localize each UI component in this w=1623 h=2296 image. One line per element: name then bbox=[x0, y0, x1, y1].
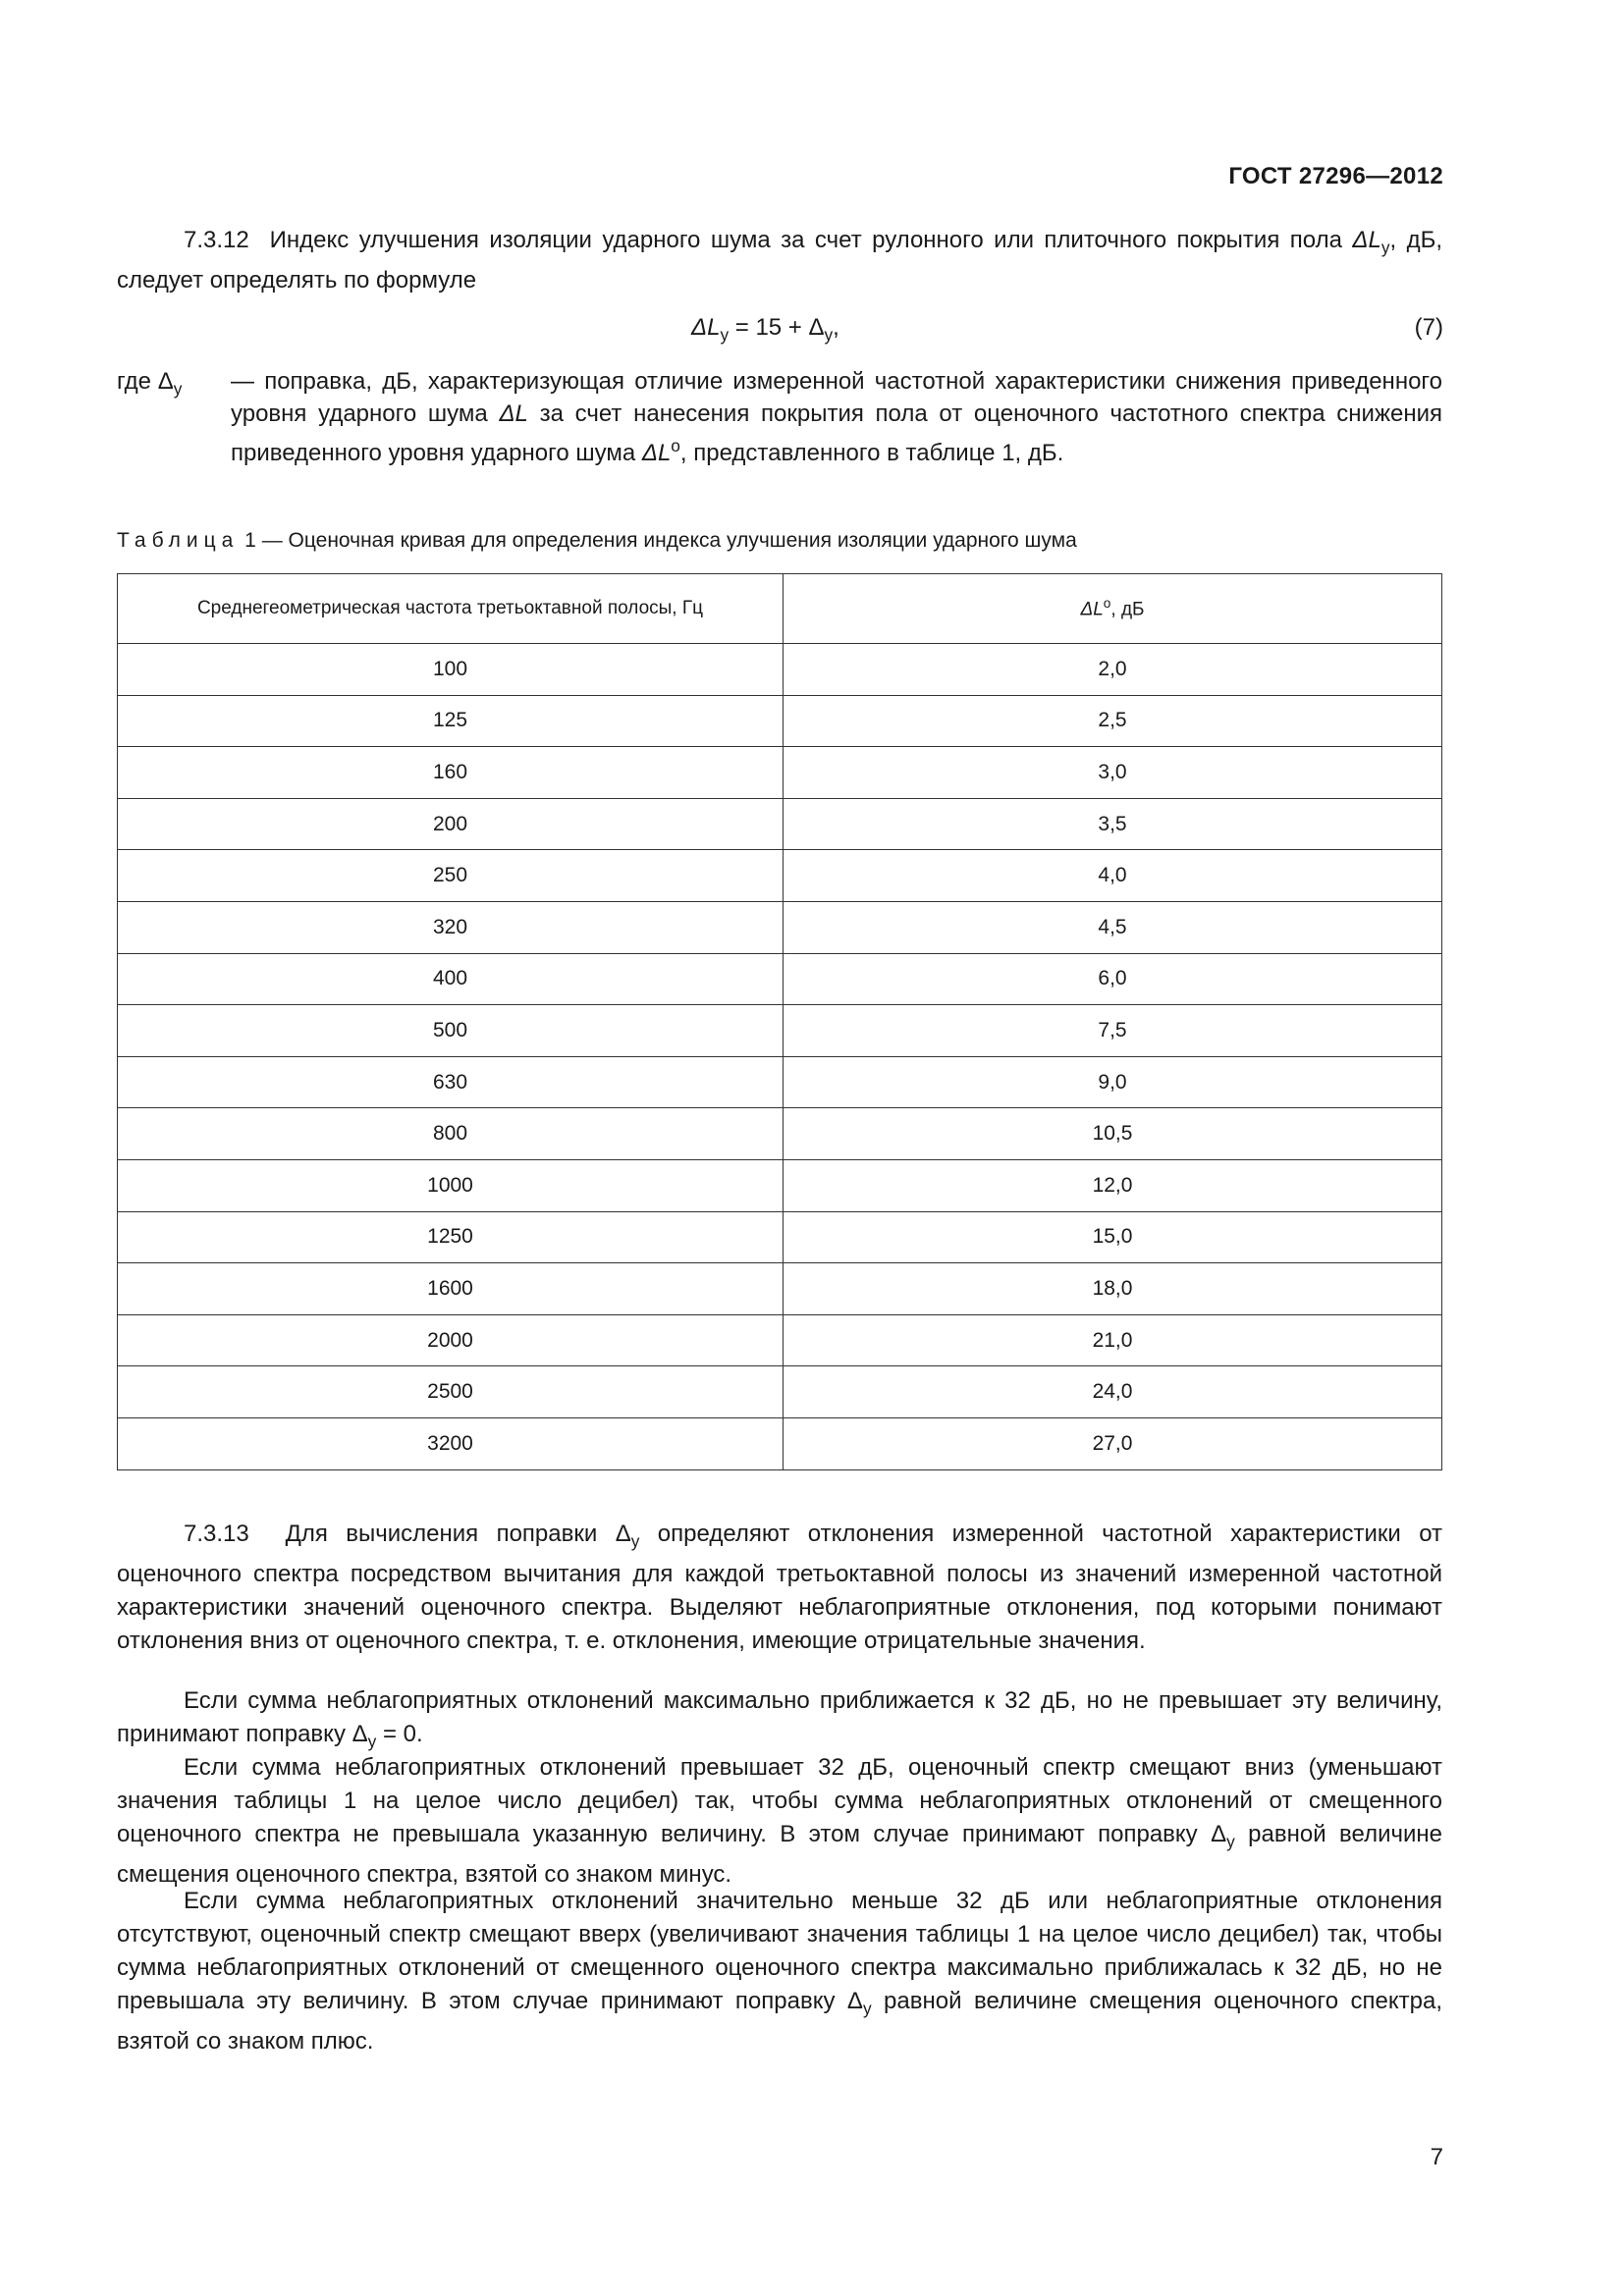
frequency-cell: 100 bbox=[118, 644, 784, 696]
frequency-cell: 160 bbox=[118, 747, 784, 799]
formula-expression: $\Delta L_у = 15 + \Delta_у$, bbox=[691, 314, 839, 346]
delta-l-cell: 4,0 bbox=[784, 850, 1442, 902]
delta-l-cell: 2,0 bbox=[784, 644, 1442, 696]
delta-l-cell: 3,0 bbox=[784, 747, 1442, 799]
delta-l-cell: 15,0 bbox=[784, 1211, 1442, 1263]
table-caption: Таблица 1 — Оценочная кривая для определения индекса улучшения изоляции ударного шума bbox=[117, 529, 1077, 552]
frequency-cell: 1000 bbox=[118, 1159, 784, 1211]
paragraph-7-3-13: 7.3.13 Для вычисления поправки $\Delta_у$ определяют отклонения измеренной частотной характеристики от оценочного спектра посредством вычитания для каждой третьоктавной полосы из значений измеренной частотной характеристики значений оценочного спектра. Выделяют неблагоприятные отклонения, под которыми понимают отклонения вниз от оценочного спектра, т. е. отклонения, имеющие отрицательные значения. bbox=[117, 1521, 1443, 1655]
page-number: 7 bbox=[1430, 2144, 1443, 2170]
table-header-row bbox=[118, 574, 1442, 644]
delta-l-cell: 4,5 bbox=[784, 901, 1442, 953]
formula-number: (7) bbox=[1414, 314, 1443, 341]
table-row bbox=[118, 1211, 1442, 1263]
paragraph-shift-down: Если сумма неблагоприятных отклонений превышает 32 дБ, оценочный спектр смещают вниз (уменьшают значения таблицы 1 на целое число децибел) так, чтобы сумма неблагоприятных отклонений от смещенного оценочного спектра не превышала указанную величину. В этом случае принимают поправку $\Delta_у$ равной величине смещения оценочного спектра, взятой со знаком минус. bbox=[117, 1754, 1442, 1889]
table-1 bbox=[117, 573, 1442, 1470]
clause-number: 7.3.12 bbox=[184, 227, 249, 253]
table-row bbox=[118, 1005, 1442, 1057]
frequency-cell: 250 bbox=[118, 850, 784, 902]
table-row bbox=[118, 1056, 1442, 1108]
frequency-cell: 3200 bbox=[118, 1417, 784, 1469]
table-row bbox=[118, 953, 1442, 1005]
table-row bbox=[118, 1159, 1442, 1211]
column-header-delta-l: $\Delta L^о$, дБ bbox=[784, 574, 1442, 644]
delta-l-cell: 2,5 bbox=[784, 695, 1442, 747]
delta-l-cell: 24,0 bbox=[784, 1366, 1442, 1418]
table-body bbox=[118, 644, 1442, 1470]
frequency-cell: 1250 bbox=[118, 1211, 784, 1263]
clause-number: 7.3.13 bbox=[184, 1521, 249, 1547]
delta-l-cell: 6,0 bbox=[784, 953, 1442, 1005]
table-row bbox=[118, 695, 1442, 747]
frequency-cell: 400 bbox=[118, 953, 784, 1005]
column-header-frequency: Среднегеометрическая частота третьоктавной полосы, Гц bbox=[118, 574, 784, 644]
frequency-cell: 1600 bbox=[118, 1263, 784, 1315]
document-header: ГОСТ 27296—2012 bbox=[1228, 163, 1443, 189]
delta-l-cell: 7,5 bbox=[784, 1005, 1442, 1057]
delta-l-cell: 12,0 bbox=[784, 1159, 1442, 1211]
table-row bbox=[118, 1314, 1442, 1366]
delta-l-cell: 10,5 bbox=[784, 1108, 1442, 1160]
frequency-cell: 320 bbox=[118, 901, 784, 953]
where-clause bbox=[117, 365, 1442, 469]
delta-l-cell: 3,5 bbox=[784, 798, 1442, 850]
table-row bbox=[118, 747, 1442, 799]
delta-l-cell: 21,0 bbox=[784, 1314, 1442, 1366]
paragraph-shift-up: Если сумма неблагоприятных отклонений значительно меньше 32 дБ или неблагоприятные отклонения отсутствуют, оценочный спектр смещают вверх (увеличивают значения таблицы 1 на целое число децибел) так, чтобы сумма неблагоприятных отклонений от смещенного оценочного спектра максимально приближалась к 32 дБ, но не превышала эту величину. В этом случае принимают поправку $\Delta_у$ равной величине смещения оценочного спектра, взятой со знаком плюс. bbox=[117, 1888, 1442, 2056]
where-lead: где $\Delta_у$ bbox=[117, 368, 183, 400]
frequency-cell: 2000 bbox=[118, 1314, 784, 1366]
frequency-cell: 500 bbox=[118, 1005, 784, 1057]
paragraph-7-3-12: 7.3.12 Индекс улучшения изоляции ударного шума за счет рулонного или плиточного покрытия пола $\Delta L_у$, дБ, следует определять по формуле bbox=[117, 227, 1442, 294]
table-row bbox=[118, 1263, 1442, 1315]
delta-l-cell: 18,0 bbox=[784, 1263, 1442, 1315]
frequency-cell: 630 bbox=[118, 1056, 784, 1108]
frequency-cell: 2500 bbox=[118, 1366, 784, 1418]
where-definition: — поправка, дБ, характеризующая отличие измеренной частотной характеристики снижения приведенного уровня ударного шума ΔL за счет нанесения покрытия пола от оценочного частотного спектра снижения приведенного уровня ударного шума $\Delta L^о$, представленного в таблице 1, дБ. bbox=[231, 368, 1443, 466]
frequency-cell: 800 bbox=[118, 1108, 784, 1160]
table-row bbox=[118, 901, 1442, 953]
table-row bbox=[118, 850, 1442, 902]
table-row bbox=[118, 798, 1442, 850]
delta-l-cell: 27,0 bbox=[784, 1417, 1442, 1469]
table-row bbox=[118, 1108, 1442, 1160]
frequency-cell: 125 bbox=[118, 695, 784, 747]
table-row bbox=[118, 1366, 1442, 1418]
delta-l-cell: 9,0 bbox=[784, 1056, 1442, 1108]
table-row bbox=[118, 644, 1442, 696]
paragraph-zero-correction: Если сумма неблагоприятных отклонений максимально приближается к 32 дБ, но не превышает эту величину, принимают поправку $\Delta_у = 0$. bbox=[117, 1687, 1442, 1752]
table-row bbox=[118, 1417, 1442, 1469]
frequency-cell: 200 bbox=[118, 798, 784, 850]
